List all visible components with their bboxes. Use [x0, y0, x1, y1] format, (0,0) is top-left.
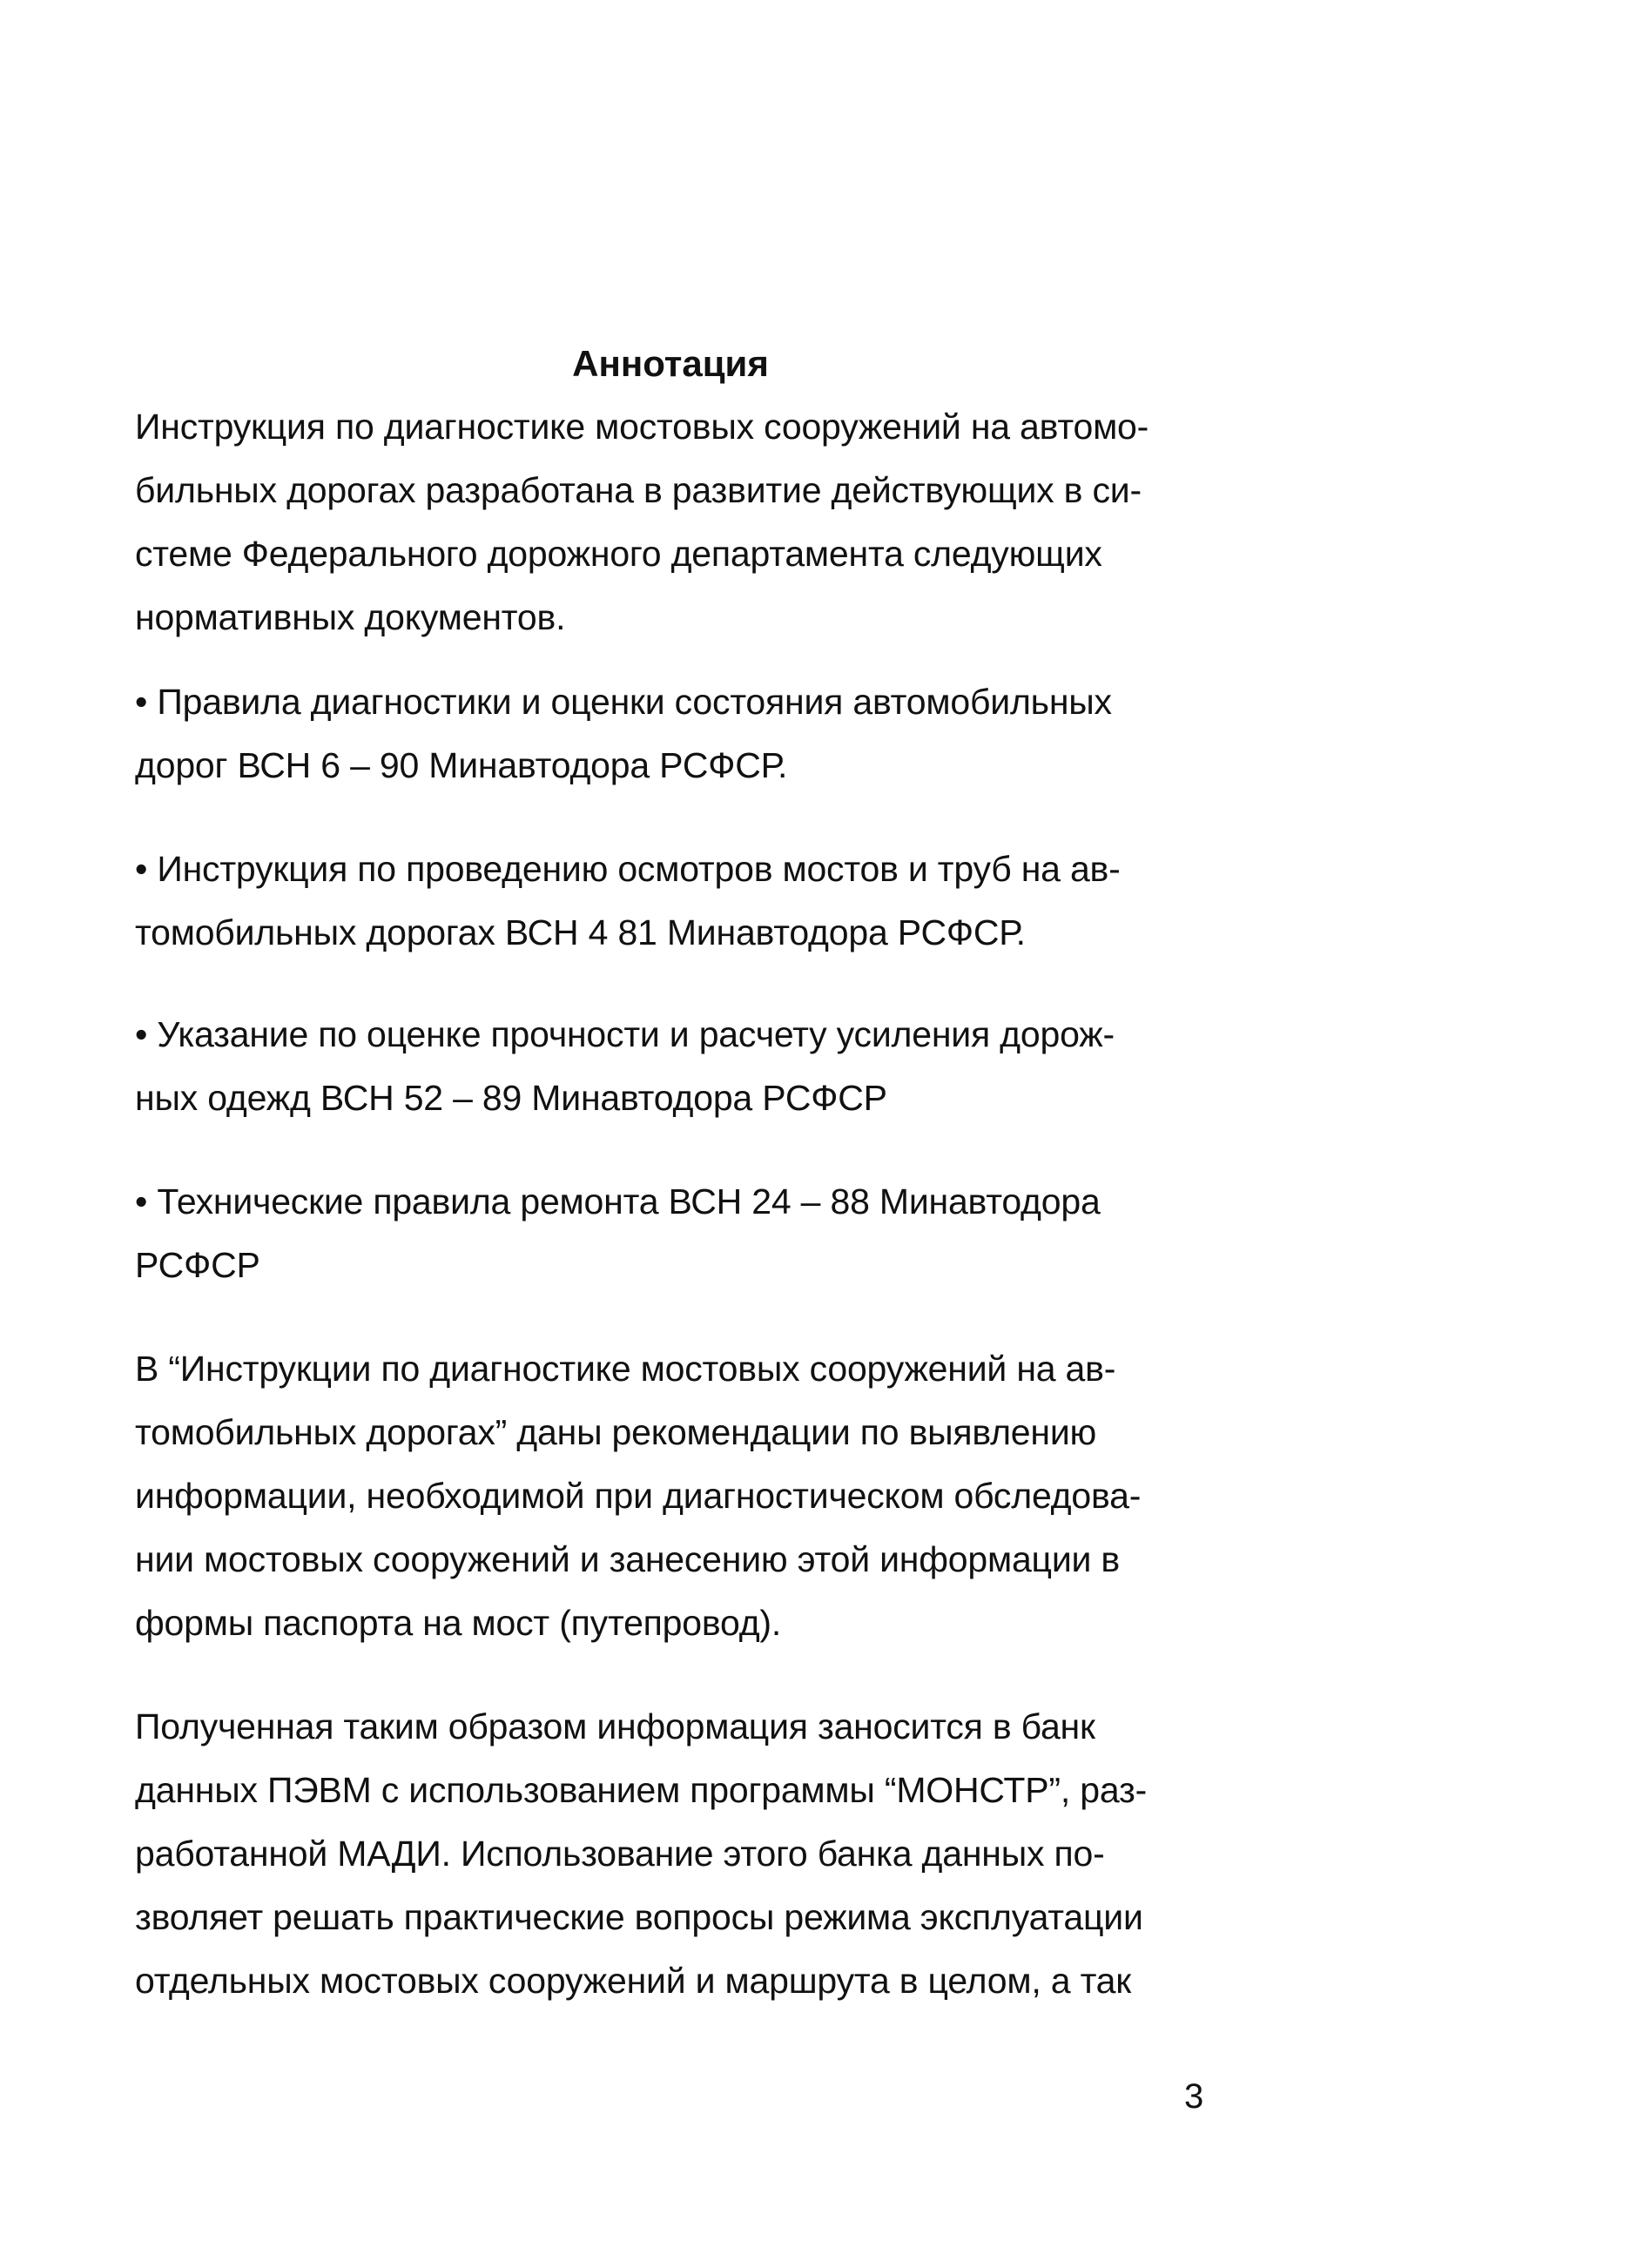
paragraph-3-line: работанной МАДИ. Использование этого банка данных по-	[135, 1834, 1105, 1874]
paragraph-2-line: информации, необходимой при диагностическом обследова-	[135, 1476, 1142, 1516]
paragraph-2-line: формы паспорта на мост (путепровод).	[135, 1603, 782, 1643]
intro-line: стеме Федерального дорожного департамента следующих	[135, 534, 1102, 574]
bullet-item-2-line: томобильных дорогах ВСН 4 81 Минавтодора РСФСР.	[135, 912, 1026, 952]
bullet-item-3-line: • Указание по оценке прочности и расчету усиления дорож-	[135, 1014, 1115, 1054]
bullet-item-3-line: ных одежд ВСН 52 – 89 Минавтодора РСФСР	[135, 1078, 887, 1118]
paragraph-2-line: В “Инструкции по диагностике мостовых сооружений на ав-	[135, 1349, 1116, 1389]
paragraph-3-line: зволяет решать практические вопросы режима эксплуатации	[135, 1897, 1143, 1937]
intro-line: нормативных документов.	[135, 597, 566, 637]
paragraph-2-line: томобильных дорогах” даны рекомендации по выявлению	[135, 1412, 1097, 1452]
paragraph-3-line: отдельных мостовых сооружений и маршрута в целом, а так	[135, 1961, 1132, 2001]
bullet-item-4-line: РСФСР	[135, 1245, 260, 1285]
paragraph-3-line: Полученная таким образом информация заносится в банк	[135, 1706, 1095, 1746]
page-title: Аннотация	[572, 343, 769, 384]
page-number: 3	[1184, 2077, 1204, 2116]
bullet-item-2-line: • Инструкция по проведению осмотров мостов и труб на ав-	[135, 849, 1121, 889]
intro-line: бильных дорогах разработана в развитие действующих в си-	[135, 470, 1142, 510]
bullet-item-1-line: • Правила диагностики и оценки состояния автомобильных	[135, 682, 1112, 722]
paragraph-3-line: данных ПЭВМ с использованием программы “МОНСТР”, раз-	[135, 1770, 1148, 1810]
paragraph-2-line: нии мостовых сооружений и занесению этой информации в	[135, 1539, 1121, 1579]
bullet-item-4-line: • Технические правила ремонта ВСН 24 – 88 Минавтодора	[135, 1181, 1101, 1221]
bullet-item-1-line: дорог ВСН 6 – 90 Минавтодора РСФСР.	[135, 745, 788, 785]
intro-line: Инструкция по диагностике мостовых сооружений на автомо-	[135, 407, 1149, 447]
